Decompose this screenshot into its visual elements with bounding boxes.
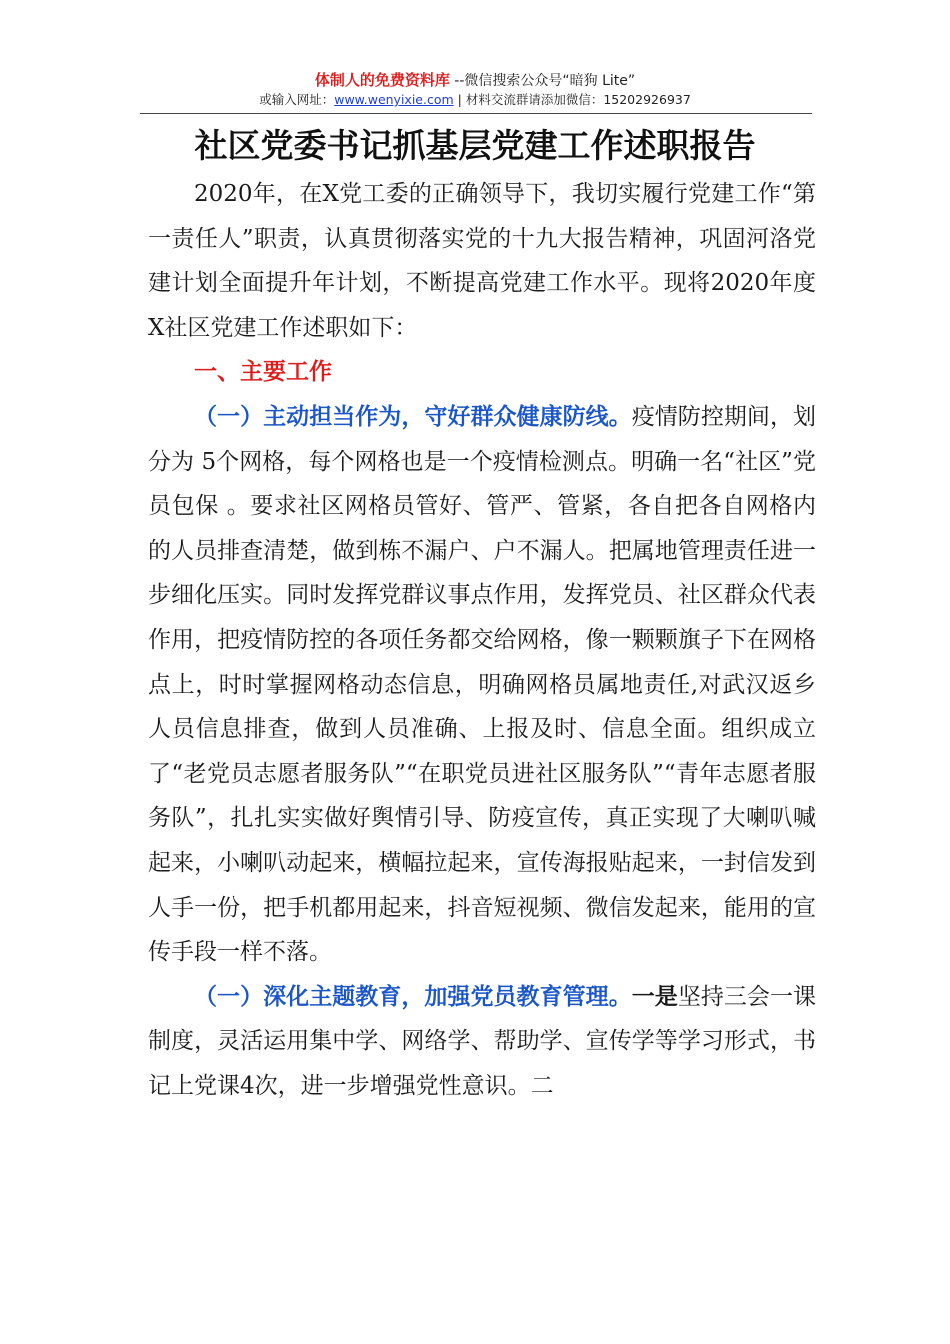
- paragraph-2-lead: 一是: [631, 982, 678, 1010]
- header-line-1: [0, 70, 950, 91]
- document-title: 社区党委书记抓基层党建工作述职报告: [194, 126, 756, 165]
- paragraph-party-education: [148, 975, 816, 1109]
- header-brand: 体制人的免费资料库: [314, 71, 450, 89]
- header-url-link[interactable]: www.wenyixie.com: [334, 92, 454, 107]
- paragraph-2-text: 坚持三会一课制度，灵活运用集中学、网络学、帮助学、宣传学等学习形式，书记上党课4次，进一步增强党性意识。二: [148, 983, 817, 1099]
- paragraph-epidemic-prevention: [148, 395, 816, 975]
- header-divider: [140, 113, 812, 114]
- section-heading: 一、主要工作: [194, 359, 332, 386]
- header-line-2: [0, 91, 950, 109]
- header-contact: | 材料交流群请添加微信：15202926937: [453, 92, 691, 107]
- paragraph-1-text: 疫情防控期间，划分为 5个网格，每个网格也是一个疫情检测点。明确一名“社区”党员包保 。要求社区网格员管好、管严、管紧，各自把各自网格内的人员排查清楚，做到栋不漏户、户不漏人。把属地管理责任进一步细化压实。同时发挥党群议事点作用，发挥党员、社区群众代表作用，把疫情防控的各项任务都交给网格，像一颗颗旗子下在网格点上，时时掌握网格动态信息，明确网格员属地责任,对武汉返乡人员信息排查，做到人员准确、上报及时、信息全面。组织成立了“老党员志愿者服务队”“在职党员进社区服务队”“青年志愿者服务队”，扎扎实实做好舆情引导、防疫宣传，真正实现了大喇叭喊起来，小喇叭动起来，横幅拉起来，宣传海报贴起来，一封信发到人手一份，把手机都用起来，抖音短视频、微信发起来，能用的宣传手段一样不落。: [148, 403, 817, 966]
- header-brand-suffix: --微信搜索公众号“暗狗 Lite”: [449, 73, 636, 89]
- intro-paragraph: 2020年，在X党工委的正确领导下，我切实履行党建工作“第一责任人”职责，认真贯彻落实党的十九大报告精神，巩固河洛党建计划全面提升年计划，不断提高党建工作水平。现将2020年度X社区党建工作述职如下：: [148, 181, 816, 341]
- document-body: [148, 172, 816, 1108]
- subheading-1: （一）主动担当作为，守好群众健康防线。: [194, 402, 632, 430]
- header-url-prefix: 或输入网址：: [259, 92, 335, 107]
- subheading-2: （一）深化主题教育，加强党员教育管理。: [194, 982, 632, 1010]
